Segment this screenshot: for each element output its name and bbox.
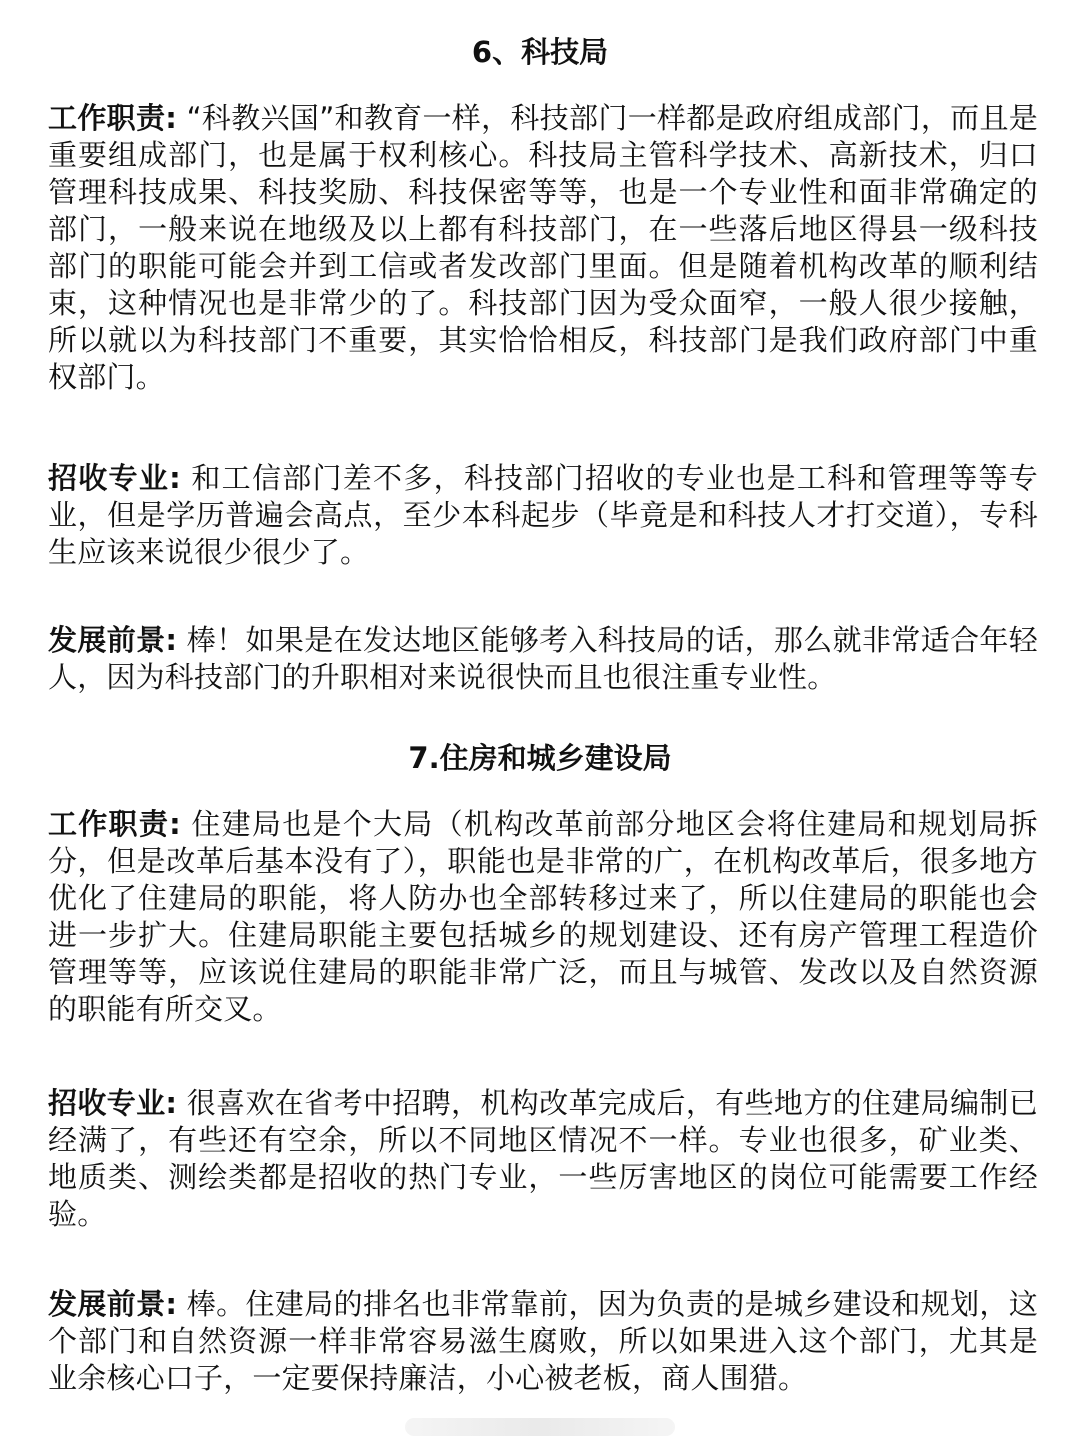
duty-text: “科教兴国”和教育一样，科技部门一样都是政府组成部门，而且是重要组成部门，也是属于权利核心。科技局主管科学技术、高新技术，归口管理科技成果、科技奖励、科技保密等等，也是一个专业性和面非常确定的部门，一般来说在地级及以上都有科技部门，在一些落后地区得县一级科技部门的职能可能会并到工信或者发改部门里面。但是随着机构改革的顺利结束，这种情况也是非常少的了。科技部门因为受众面窄，一般人很少接触，所以就以为科技部门不重要，其实恰恰相反，科技部门是我们政府部门中重权部门。 bbox=[48, 101, 1038, 394]
prospect-text: 棒。住建局的排名也非常靠前，因为负责的是城乡建设和规划，这个部门和自然资源一样非常容易滋生腐败，所以如果进入这个部门，尤其是业余核心口子，一定要保持廉洁，小心被老板，商人围猎。 bbox=[48, 1287, 1038, 1395]
prospect-text: 棒！如果是在发达地区能够考入科技局的话，那么就非常适合年轻人，因为科技部门的升职相对来说很快而且也很注重专业性。 bbox=[48, 623, 1038, 694]
major-text: 和工信部门差不多，科技部门招收的专业也是工科和管理等等专业，但是学历普遍会高点，至少本科起步（毕竟是和科技人才打交道），专科生应该来说很少很少了。 bbox=[48, 461, 1038, 569]
housing-duty-paragraph bbox=[48, 806, 1038, 1028]
major-label: 招收专业: bbox=[48, 1086, 178, 1120]
prospect-label: 发展前景: bbox=[48, 623, 178, 657]
tech-duty-paragraph bbox=[48, 100, 1038, 396]
housing-prospect-paragraph bbox=[48, 1286, 1038, 1397]
prospect-label: 发展前景: bbox=[48, 1287, 178, 1321]
duty-text: 住建局也是个大局（机构改革前部分地区会将住建局和规划局拆分，但是改革后基本没有了），职能也是非常的广，在机构改革后，很多地方优化了住建局的职能，将人防办也全部转移过来了，所以住建局的职能也会进一步扩大。住建局职能主要包括城乡的规划建设、还有房产管理工程造价管理等等，应该说住建局的职能非常广泛，而且与城管、发改以及自然资源的职能有所交叉。 bbox=[48, 807, 1038, 1026]
section-title-housing-bureau: 7.住房和城乡建设局 bbox=[408, 741, 672, 775]
housing-major-paragraph bbox=[48, 1085, 1038, 1233]
tech-major-paragraph bbox=[48, 460, 1038, 571]
watermark bbox=[405, 1418, 675, 1436]
major-label: 招收专业: bbox=[48, 461, 181, 495]
duty-label: 工作职责: bbox=[48, 101, 178, 135]
tech-prospect-paragraph bbox=[48, 622, 1038, 696]
duty-label: 工作职责: bbox=[48, 807, 181, 841]
major-text: 很喜欢在省考中招聘，机构改革完成后，有些地方的住建局编制已经满了，有些还有空余，所以不同地区情况不一样。专业也很多，矿业类、地质类、测绘类都是招收的热门专业，一些厉害地区的岗位可能需要工作经验。 bbox=[48, 1086, 1038, 1231]
section-title-tech-bureau: 6、科技局 bbox=[471, 35, 609, 69]
